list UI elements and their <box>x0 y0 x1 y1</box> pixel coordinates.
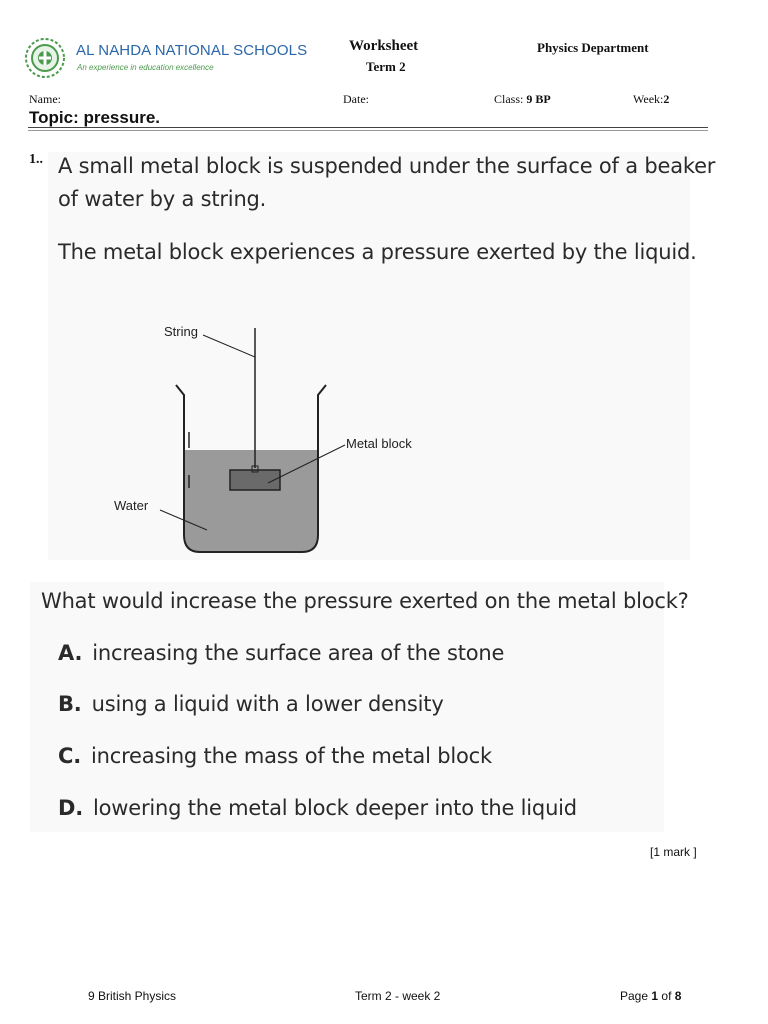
worksheet-term: Term 2 <box>366 59 406 74</box>
question-prompt: What would increase the pressure exerted on the metal block? <box>41 589 689 613</box>
footer-term: Term 2 - week 2 <box>355 989 441 1003</box>
week-label: Week: <box>633 92 664 106</box>
school-logo <box>24 37 66 79</box>
school-tagline: An experience in education excellence <box>77 63 214 72</box>
option-text: increasing the mass of the metal block <box>91 744 492 768</box>
school-name: AL NAHDA NATIONAL SCHOOLS <box>76 42 308 59</box>
week-field <box>633 92 669 107</box>
water-label: Water <box>114 498 149 513</box>
option-letter: B. <box>58 692 82 716</box>
worksheet-title: Worksheet <box>349 38 419 54</box>
week-value: 2 <box>663 92 670 106</box>
question-text-line-2: of water by a string. <box>58 187 267 211</box>
option-a <box>58 641 504 665</box>
beaker-diagram <box>100 310 500 560</box>
question-text-line-1: A small metal block is suspended under the surface of a beaker <box>58 154 716 178</box>
page-prefix: Page <box>620 989 649 1003</box>
option-letter: C. <box>58 744 81 768</box>
water-region <box>184 450 318 552</box>
date-label: Date: <box>343 92 369 106</box>
metal-block-label: Metal block <box>346 436 412 451</box>
question-number: 1.. <box>29 152 43 167</box>
option-text: lowering the metal block deeper into the liquid <box>93 796 577 820</box>
class-label: Class: <box>494 92 524 106</box>
footer-course: 9 British Physics <box>88 989 177 1003</box>
class-value: 9 BP <box>526 92 551 106</box>
question-text-line-3: The metal block experiences a pressure exerted by the liquid. <box>58 240 697 264</box>
option-text: using a liquid with a lower density <box>91 692 444 716</box>
page-of: of <box>661 989 672 1003</box>
department-name: Physics Department <box>537 40 649 55</box>
option-c <box>58 744 492 768</box>
option-letter: D. <box>58 796 84 820</box>
string-label: String <box>164 324 198 339</box>
page-indicator <box>620 989 681 1003</box>
metal-block <box>230 470 280 490</box>
topic-heading: Topic: pressure. <box>29 108 160 127</box>
option-text: increasing the surface area of the stone <box>92 641 505 665</box>
header-divider-secondary <box>28 130 708 131</box>
option-d <box>58 796 577 820</box>
header-divider <box>28 127 708 128</box>
string-leader-line <box>203 335 255 357</box>
marks-indicator: [1 mark ] <box>650 845 697 859</box>
page-total: 8 <box>674 989 682 1003</box>
name-label: Name: <box>29 92 61 106</box>
option-letter: A. <box>58 641 83 665</box>
page-current: 1 <box>651 989 659 1003</box>
class-field <box>494 92 551 107</box>
option-b <box>58 692 444 716</box>
